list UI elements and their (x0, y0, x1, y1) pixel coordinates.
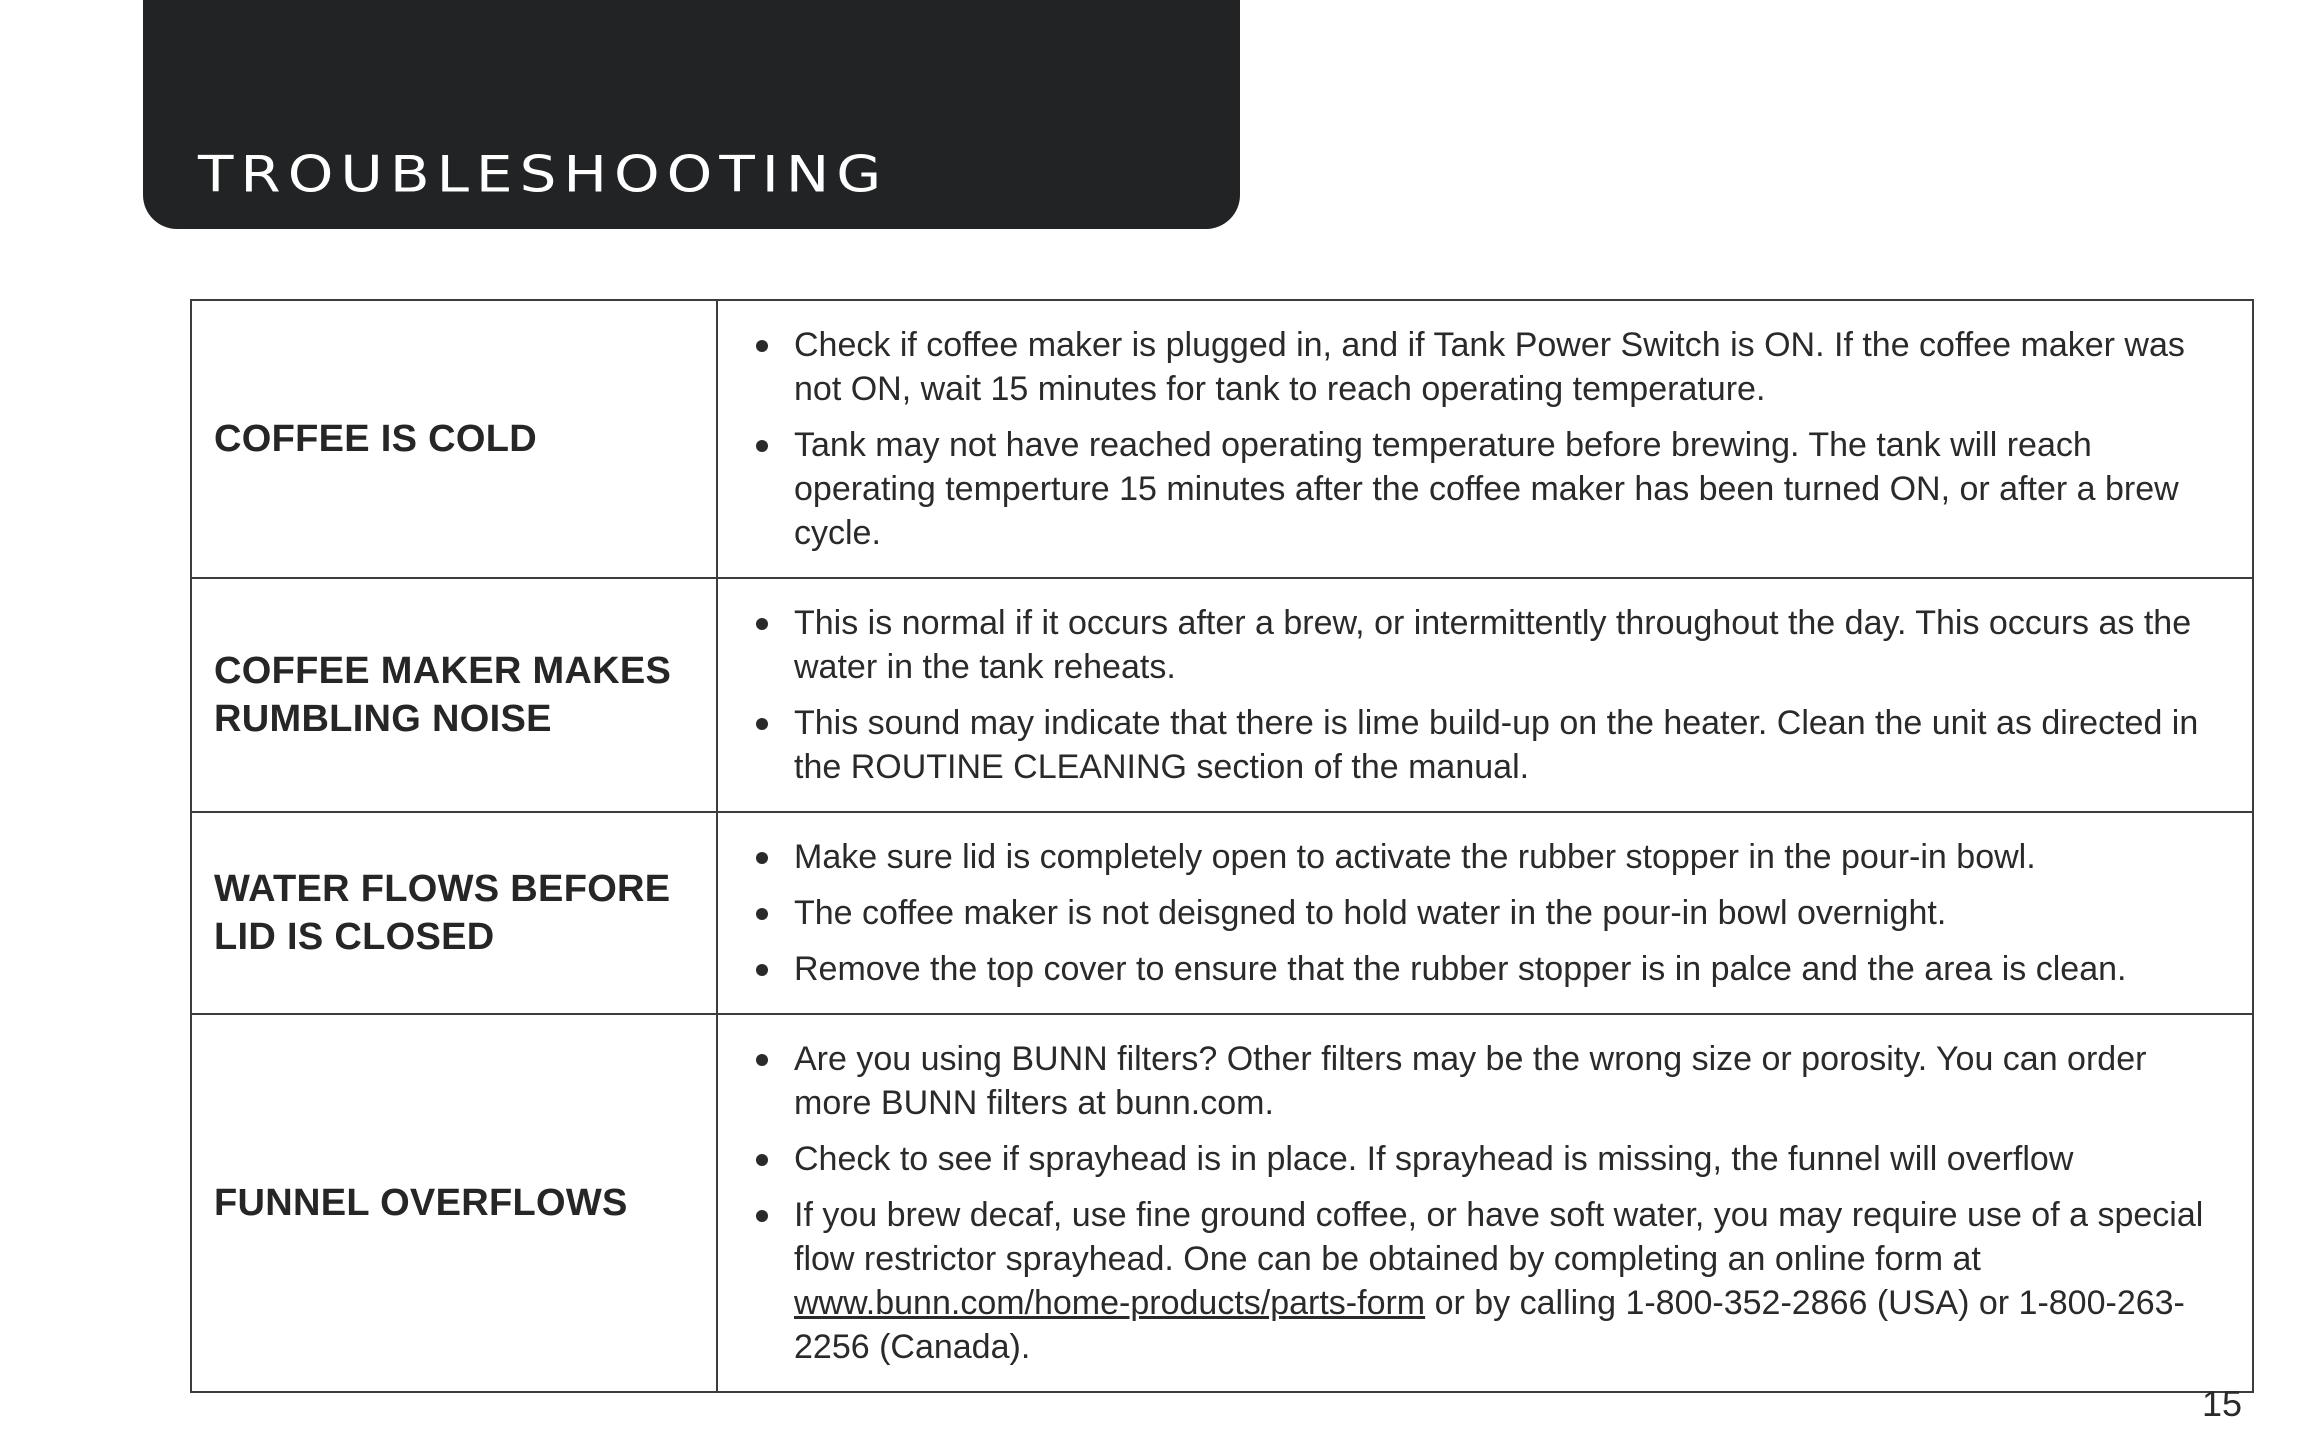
solution-text: If you brew decaf, use fine ground coffee, or have soft water, you may require use of a special flow restrictor sprayhead. One can be obtained by completing an online form at (794, 1196, 2204, 1278)
table-row (191, 812, 2253, 1014)
solution-item: This is normal if it occurs after a brew, or intermittently throughout the day. This occurs as the water in the tank reheats. (754, 601, 2232, 689)
solution-item (754, 1193, 2232, 1369)
solution-item: Tank may not have reached operating temperature before brewing. The tank will reach operating temperture 15 minutes after the coffee maker has been turned ON, or after a brew cycle. (754, 423, 2232, 555)
solution-cell (717, 1014, 2253, 1392)
solution-item: Are you using BUNN filters? Other filters may be the wrong size or porosity. You can order more BUNN filters at bunn.com. (754, 1037, 2232, 1125)
solution-cell (717, 578, 2253, 812)
solution-item: This sound may indicate that there is lime build-up on the heater. Clean the unit as directed in the ROUTINE CLEANING section of the manual. (754, 701, 2232, 789)
solution-item: The coffee maker is not deisgned to hold water in the pour-in bowl overnight. (754, 891, 2232, 935)
page-number: 15 (2201, 1383, 2242, 1424)
table-row (191, 300, 2253, 578)
solution-item: Check to see if sprayhead is in place. If sprayhead is missing, the funnel will overflow (754, 1137, 2232, 1181)
solution-item: Check if coffee maker is plugged in, and if Tank Power Switch is ON. If the coffee maker was not ON, wait 15 minutes for tank to reach operating temperature. (754, 323, 2232, 411)
solution-item: Make sure lid is completely open to activate the rubber stopper in the pour-in bowl. (754, 835, 2232, 879)
problem-cell: COFFEE IS COLD (191, 300, 717, 578)
table-row (191, 1014, 2253, 1392)
problem-cell: WATER FLOWS BEFORE LID IS CLOSED (191, 812, 717, 1014)
problem-cell: COFFEE MAKER MAKES RUMBLING NOISE (191, 578, 717, 812)
table-row (191, 578, 2253, 812)
parts-form-link[interactable]: www.bunn.com/home-products/parts-form (794, 1284, 1426, 1322)
solution-cell (717, 300, 2253, 578)
solution-item: Remove the top cover to ensure that the rubber stopper is in palce and the area is clean. (754, 947, 2232, 991)
solution-cell (717, 812, 2253, 1014)
page-title: TROUBLESHOOTING (198, 144, 889, 204)
troubleshooting-table (190, 299, 2254, 1393)
problem-cell: FUNNEL OVERFLOWS (191, 1014, 717, 1392)
solution-text: or by calling 1-800-352-2866 (USA) or 1-800-263-2256 (Canada). (794, 1284, 2185, 1366)
